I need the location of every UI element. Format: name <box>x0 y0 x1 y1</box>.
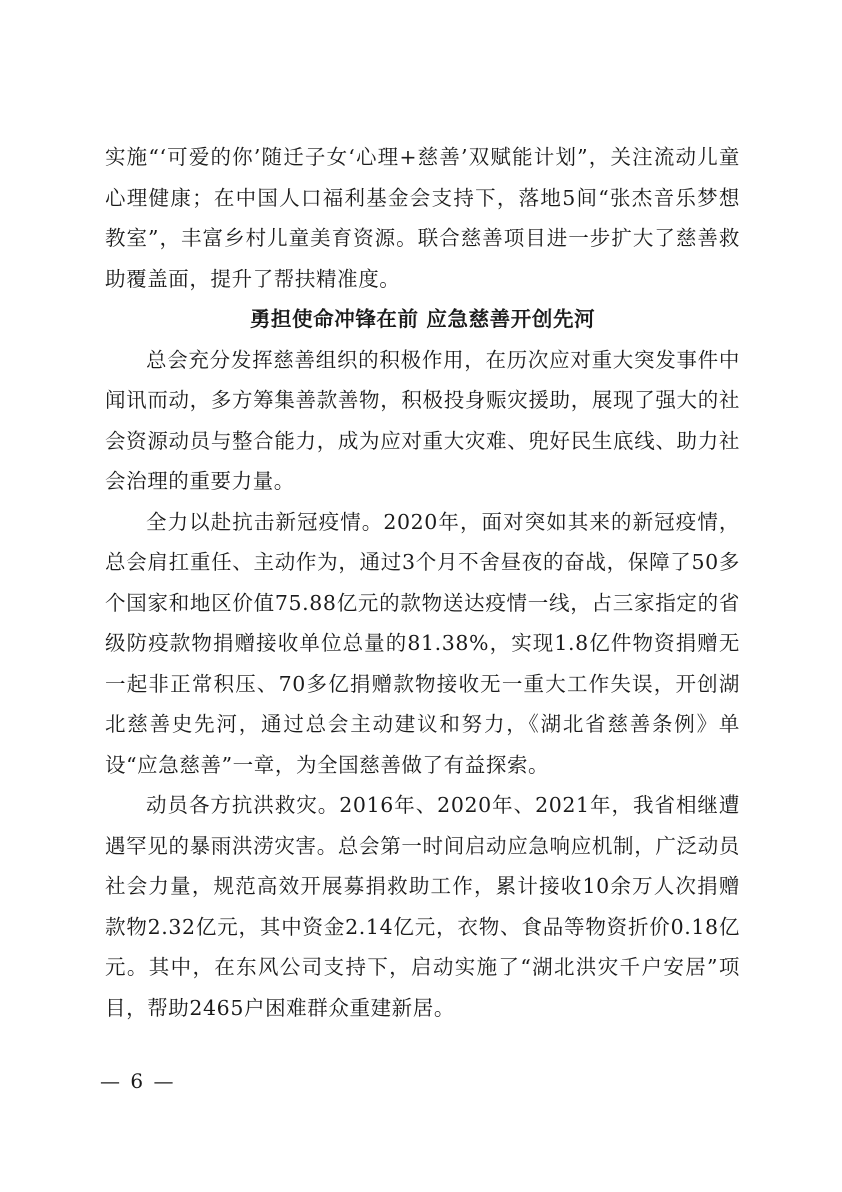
page-number: — 6 — <box>100 1069 176 1093</box>
paragraph-flood: 动员各方抗洪救灾。2016年、2020年、2021年，我省相继遭遇罕见的暴雨洪涝灾害。总会第一时间启动应急响应机制，广泛动员社会力量，规范高效开展募捐救助工作，累计接收10余万人次捐赠款物2.32亿元，其中资金2.14亿元，衣物、食品等物资折价0.18亿元。其中，在东风公司支持下，启动实施了“湖北洪灾千户安居”项目，帮助2465户困难群众重建新居。 <box>105 793 740 1020</box>
section-heading: 勇担使命冲锋在前 应急慈善开创先河 <box>249 307 596 331</box>
paragraph-covid: 全力以赴抗击新冠疫情。2020年，面对突如其来的新冠疫情，总会肩扛重任、主动作为，通过3个月不舍昼夜的奋战，保障了50多个国家和地区价值75.88亿元的款物送达疫情一线，占三家指定的省级防疫款物捐赠接收单位总量的81.38%，实现1.8亿件物资捐赠无一起非正常积压、70多亿捐赠款物接收无一重大工作失误，开创湖北慈善史先河，通过总会主动建议和努力，《湖北省慈善条例》单设“应急慈善”一章，为全国慈善做了有益探索。 <box>105 509 740 777</box>
paragraph-intro: 总会充分发挥慈善组织的积极作用，在历次应对重大突发事件中闻讯而动，多方筹集善款善物，积极投身赈灾援助，展现了强大的社会资源动员与整合能力，成为应对重大灾难、兜好民生底线、助力社会治理的重要力量。 <box>105 347 740 493</box>
document-body <box>105 137 740 1028</box>
paragraph-continuation: 实施“‘可爱的你’随迁子女‘心理+慈善’双赋能计划”，关注流动儿童心理健康；在中国人口福利基金会支持下，落地5间“张杰音乐梦想教室”，丰富乡村儿童美育资源。联合慈善项目进一步扩大了慈善救助覆盖面，提升了帮扶精准度。 <box>105 145 740 291</box>
